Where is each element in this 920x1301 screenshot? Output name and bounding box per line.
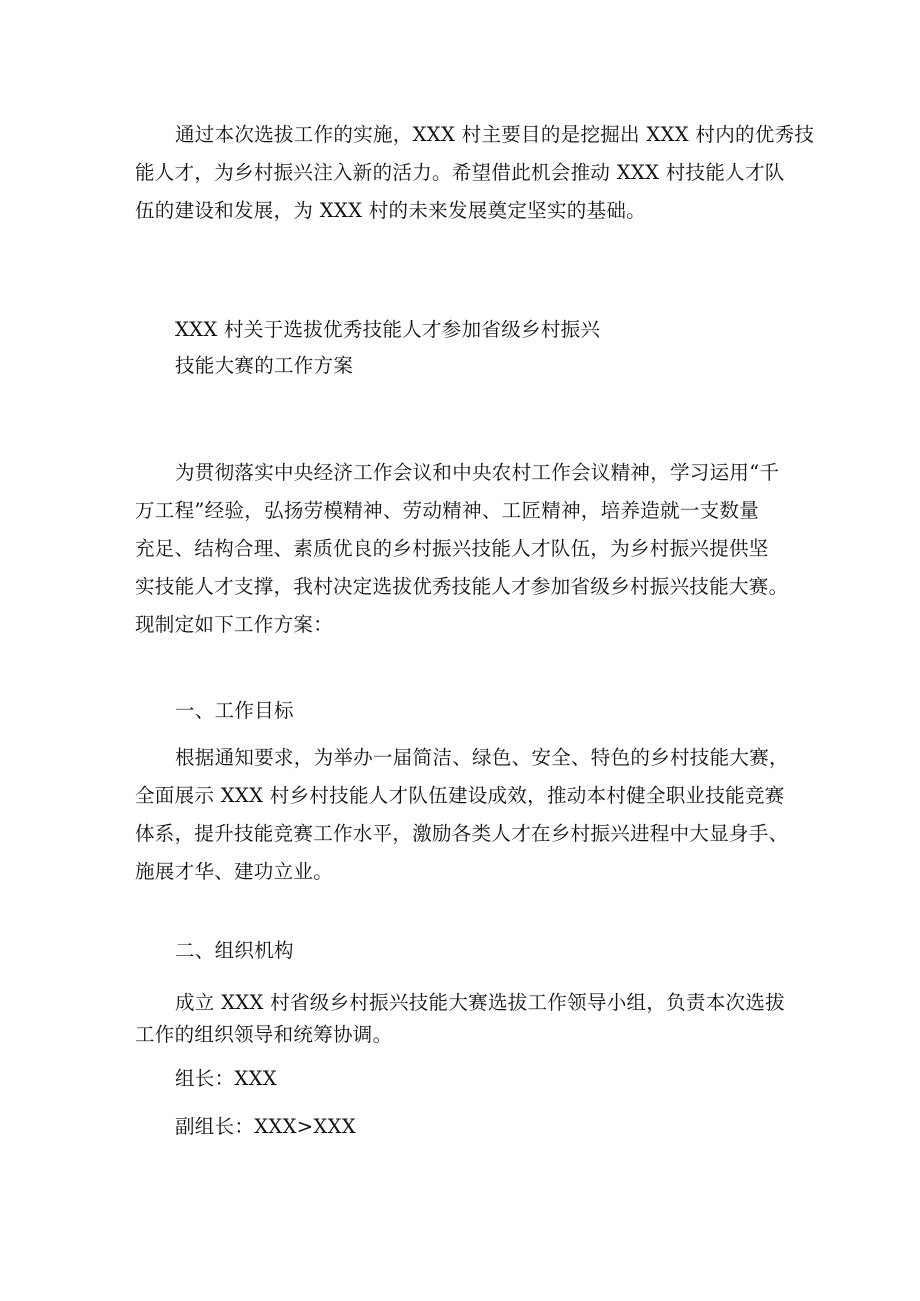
- section-2-paragraph: [135, 987, 795, 1051]
- text-line: 通过本次选拔工作的实施，XXX 村主要目的是挖掘出 XXX 村内的优秀技: [175, 123, 815, 146]
- text-line: 体系，提升技能竞赛工作水平，激励各类人才在乡村振兴进程中大显身手、: [135, 822, 789, 845]
- section-heading: 一、工作目标: [175, 699, 294, 722]
- text-line: 现制定如下工作方案：: [135, 613, 334, 636]
- section-heading: 二、组织机构: [175, 939, 294, 962]
- section-2-heading: [135, 932, 795, 970]
- deputy-leader-line: [135, 1108, 795, 1146]
- text-line: 实技能人才支撑，我村决定选拔优秀技能人才参加省级乡村振兴技能大赛。: [135, 575, 789, 598]
- document-title: [175, 312, 795, 384]
- intro-paragraph: [135, 116, 815, 230]
- leader-line: [135, 1060, 795, 1098]
- text-line: 充足、结构合理、素质优良的乡村振兴技能人才队伍，为乡村振兴提供坚: [135, 537, 769, 560]
- title-line-2: 技能大赛的工作方案: [175, 354, 354, 377]
- text-line: 成立 XXX 村省级乡村振兴技能大赛选拔工作领导小组，负责本次选拔: [175, 991, 785, 1014]
- text-line: 全面展示 XXX 村乡村技能人才队伍建设成效，推动本村健全职业技能竞赛: [135, 784, 785, 807]
- deputy-leader-text: 副组长：XXX>XXX: [175, 1115, 356, 1138]
- text-line: 根据通知要求，为举办一届简洁、绿色、安全、特色的乡村技能大赛，: [175, 746, 789, 769]
- preamble-paragraph: [135, 454, 795, 644]
- text-line: 万工程”经验，弘扬劳模精神、劳动精神、工匠精神，培养造就一支数量: [135, 499, 760, 522]
- text-line: 工作的组织领导和统筹协调。: [135, 1023, 393, 1046]
- title-line-1: XXX 村关于选拔优秀技能人才参加省级乡村振兴: [175, 318, 601, 341]
- text-line: 为贯彻落实中央经济工作会议和中央农村工作会议精神，学习运用“千: [175, 461, 780, 484]
- text-line: 施展才华、建功立业。: [135, 860, 334, 883]
- leader-text: 组长：XXX: [175, 1067, 277, 1090]
- text-line: 能人才，为乡村振兴注入新的活力。希望借此机会推动 XXX 村技能人才队: [135, 161, 785, 184]
- section-1-heading: [135, 692, 795, 730]
- section-1-paragraph: [135, 739, 795, 891]
- text-line: 伍的建设和发展，为 XXX 村的未来发展奠定坚实的基础。: [135, 199, 646, 222]
